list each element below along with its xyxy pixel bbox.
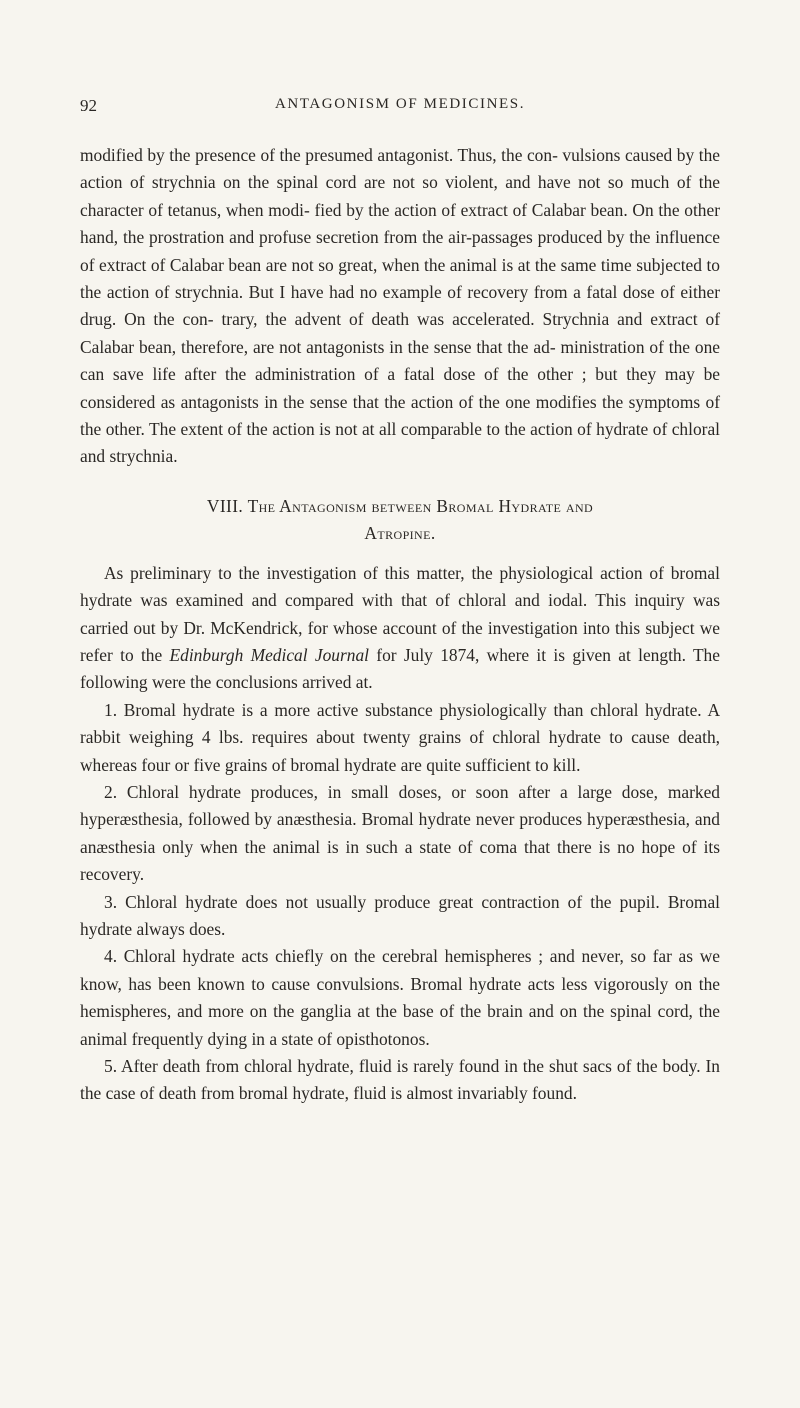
body-text — [80, 142, 720, 1108]
section-heading — [80, 493, 720, 548]
conclusion-item: 2. Chloral hydrate produces, in small doses, or soon after a large dose, marked hyperæsthesia, followed by anæsthesia. Bromal hydrate never produces hyperæsthesia, and anæsthesia only when the animal is in such a state of coma that there is no hope of its recovery. — [80, 781, 720, 885]
running-head — [80, 96, 720, 122]
intro-paragraph — [80, 560, 720, 697]
section-title-line-1: The Antagonism between Bromal Hydrate and — [247, 495, 594, 516]
conclusion-item: 1. Bromal hydrate is a more active substance physiologically than chloral hydrate. A rabbit weighing 4 lbs. requires about twenty grains of chloral hydrate to cause death, whereas four or five grains of bromal hydrate are quite sufficient to kill. — [80, 699, 720, 775]
book-page — [80, 96, 720, 1108]
paragraph-continuation: modified by the presence of the presumed antagonist. Thus, the con- vulsions caused by the action of strychnia on the spinal cord are not so violent, and have not so much of the character of tetanus, when modi- fied by the action of extract of Calabar bean. On the other hand, the prostration and profuse secretion from the air-passages produced by the influence of extract of Calabar bean are not so great, when the animal is at the same time subjected to the action of strychnia. But I have had no example of recovery from a fatal dose of either drug. On the con- trary, the advent of death was accelerated. Strychnia and extract of Calabar bean, therefore, are not antagonists in the sense that the ad- ministration of the one can save life after the administration of a fatal dose of the other ; but they may be considered as antagonists in the sense that the action of the one modifies the symptoms of the other. The extent of the action is not at all comparable to the action of hydrate of chloral and strychnia. — [80, 145, 720, 467]
conclusion-item: 3. Chloral hydrate does not usually produce great contraction of the pupil. Bromal hydrate always does. — [80, 891, 720, 939]
intro-text-before: As preliminary to the investigation of this matter, the physiological action of bromal hydrate was examined and compared with that of chloral and iodal. This inquiry was carried out by Dr. McKendrick, for whose account of the investigation into this subject we refer to the — [80, 562, 720, 665]
intro-text-after: for July 1874, where it is given at length. The following were the conclusions arrived at. — [80, 644, 720, 693]
section-number: VIII. — [206, 495, 244, 516]
conclusion-item: 5. After death from chloral hydrate, fluid is rarely found in the shut sacs of the body. In the case of death from bromal hydrate, fluid is almost invariably found. — [80, 1056, 720, 1104]
section-title-line-2: Atropine. — [364, 523, 436, 544]
conclusion-item: 4. Chloral hydrate acts chiefly on the cerebral hemispheres ; and never, so far as we know, has been known to cause convulsions. Bromal hydrate acts less vigorously on the hemispheres, and more on the ganglia at the base of the brain and on the spinal cord, the animal frequently dying in a state of opisthotonos. — [80, 946, 720, 1049]
running-title: ANTAGONISM OF MEDICINES. — [274, 96, 526, 112]
page-number: 92 — [80, 96, 97, 115]
journal-title: Edinburgh Medical Journal — [169, 644, 369, 665]
